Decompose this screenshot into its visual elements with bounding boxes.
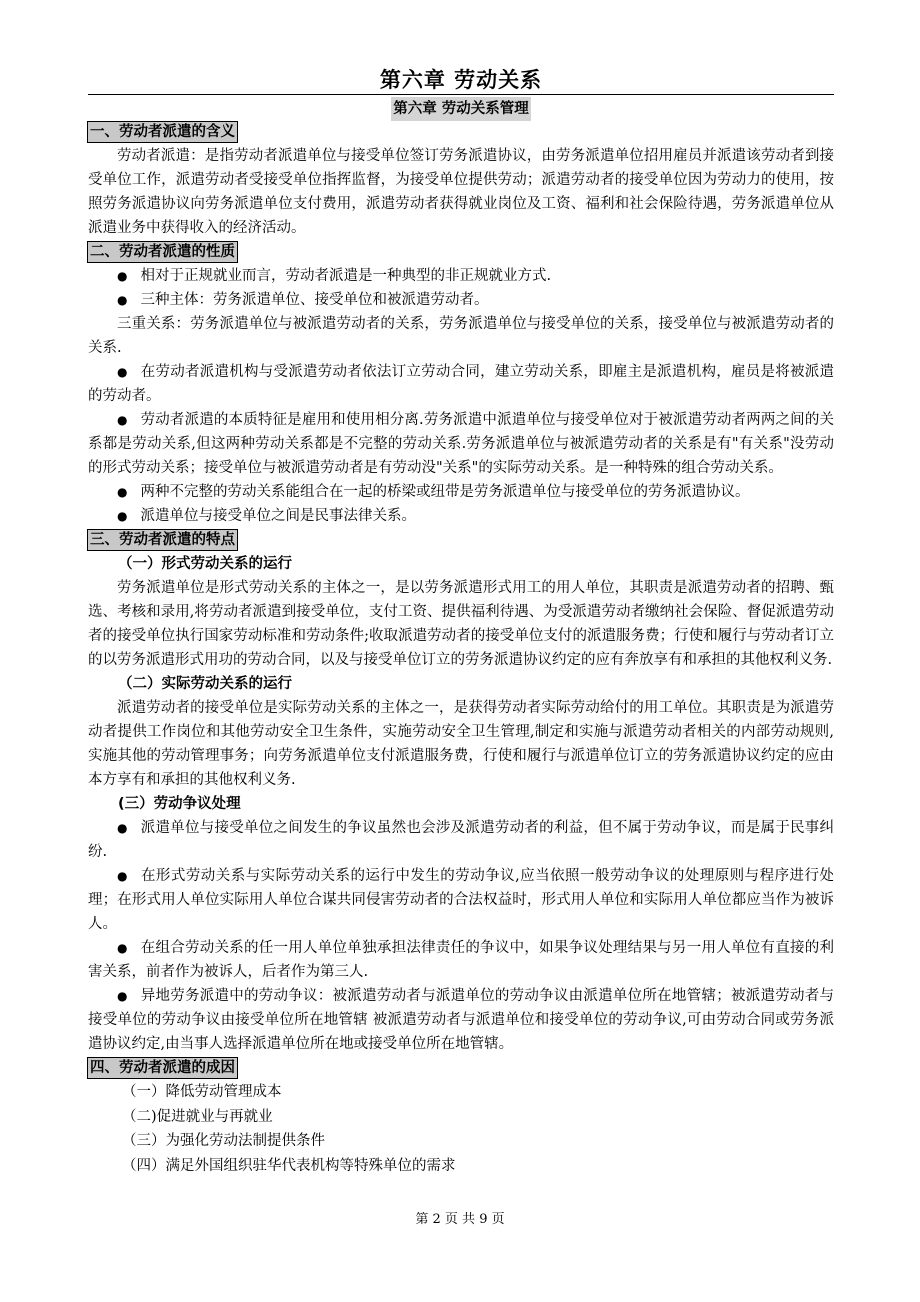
bullet-paragraph <box>88 816 834 864</box>
chapter-subtitle <box>88 96 834 120</box>
section-heading-1: 一、劳动者派遣的含义 <box>87 121 238 143</box>
chapter-title: 第六章 劳动关系 <box>379 68 543 92</box>
bullet-paragraph <box>88 288 834 312</box>
bullet-icon: ● <box>117 269 128 283</box>
bullet-icon: ● <box>117 509 128 523</box>
subheading-formal-relation: （一）形式劳动关系的运行 <box>118 556 292 572</box>
bullet-paragraph <box>88 936 834 984</box>
subheading-dispute: (三）劳动争议处理 <box>118 796 241 812</box>
section-heading-4: 四、劳动者派遣的成因 <box>87 1057 238 1079</box>
section-2-paragraph: 三重关系：劳务派遣单位与被派遣劳动者的关系，劳务派遣单位与接受单位的关系，接受单位与被派遣劳动者的关系. <box>88 316 834 356</box>
bullet-icon: ● <box>117 989 128 1003</box>
bullet-icon: ● <box>117 365 128 379</box>
bullet-icon: ● <box>117 293 128 307</box>
list-item: （四）满足外国组织驻华代表机构等特殊单位的需求 <box>122 1157 456 1174</box>
title-rule <box>88 94 834 95</box>
bullet-text: 相对于正规就业而言，劳动者派遣是一种典型的非正规就业方式. <box>140 268 552 284</box>
bullet-paragraph <box>88 864 834 936</box>
bullet-text: 异地劳务派遣中的劳动争议：被派遣劳动者与派遣单位的劳动争议由派遣单位所在地管辖；被派遣劳动者与接受单位的劳动争议由接受单位所在地管辖 被派遣劳动者与派遣单位和接受单位的劳动争议,可由劳动合同或劳务派遣协议约定,由当事人选择派遣单位所在地或接受单位所在地管辖。 <box>88 988 834 1052</box>
bullet-icon: ● <box>117 413 128 427</box>
bullet-paragraph <box>88 408 834 480</box>
section-heading-2: 二、劳动者派遣的性质 <box>87 241 238 263</box>
section-1-paragraph: 劳动者派遣：是指劳动者派遣单位与接受单位签订劳务派遣协议，由劳务派遣单位招用雇员并派遣该劳动者到接受单位工作，派遣劳动者受接受单位指挥监督，为接受单位提供劳动；派遣劳动者的接受单位因为劳动力的使用，按照劳务派遣协议向劳务派遣单位支付费用，派遣劳动者获得就业岗位及工资、福利和社会保险待遇，劳务派遣单位从派遣业务中获得收入的经济活动。 <box>88 148 834 236</box>
chapter-subtitle-text: 第六章 劳动关系管理 <box>391 97 531 121</box>
bullet-text: 三种主体：劳务派遣单位、接受单位和被派遣劳动者。 <box>140 292 489 308</box>
bullet-icon: ● <box>117 821 128 835</box>
bullet-paragraph <box>88 264 834 288</box>
bullet-paragraph <box>88 360 834 408</box>
bullet-icon: ● <box>117 941 128 955</box>
page-footer: 第 2 页 共 9 页 <box>415 1212 505 1227</box>
bullet-text: 劳动者派遣的本质特征是雇用和使用相分离.劳务派遣中派遣单位与接受单位对于被派遣劳动者两两之间的关系都是劳动关系,但这两种劳动关系都是不完整的劳动关系.劳务派遣单位与被派遣劳动者的关系是有"有关系"没劳动的形式劳动关系；接受单位与被派遣劳动者是有劳动没"关系"的实际劳动关系。是一种特殊的组合劳动关系。 <box>88 412 834 476</box>
bullet-text: 在形式劳动关系与实际劳动关系的运行中发生的劳动争议,应当依照一般劳动争议的处理原则与程序进行处理；在形式用人单位实际用人单位合谋共同侵害劳动者的合法权益时，形式用人单位和实际用人单位都应当作为被诉人。 <box>88 868 834 932</box>
list-item: （三）为强化劳动法制提供条件 <box>122 1133 325 1149</box>
bullet-paragraph <box>88 480 834 504</box>
bullet-paragraph <box>88 504 834 528</box>
formal-relation-paragraph: 劳务派遣单位是形式劳动关系的主体之一，是以劳务派遣形式用工的用人单位，其职责是派遣劳动者的招聘、甄选、考核和录用,将劳动者派遣到接受单位，支付工资、提供福利待遇、为受派遣劳动者缴纳社会保险、督促派遣劳动者的接受单位执行国家劳动标准和劳动条件;收取派遣劳动者的接受单位支付的派遣服务费；行使和履行与劳动者订立的以劳务派遣形式用功的劳动合同，以及与接受单位订立的劳务派遣协议约定的应有奔放享有和承担的其他权利义务. <box>88 580 834 668</box>
bullet-text: 派遣单位与接受单位之间发生的争议虽然也会涉及派遣劳动者的利益，但不属于劳动争议，而是属于民事纠纷. <box>88 820 834 860</box>
section-heading-3: 三、劳动者派遣的特点 <box>87 529 238 551</box>
bullet-text: 两种不完整的劳动关系能组合在一起的桥梁或纽带是劳务派遣单位与接受单位的劳务派遣协议。 <box>140 484 750 500</box>
subheading-actual-relation: （二）实际劳动关系的运行 <box>118 676 292 692</box>
document-page <box>88 66 834 1178</box>
bullet-icon: ● <box>117 869 128 883</box>
bullet-text: 在组合劳动关系的任一用人单位单独承担法律责任的争议中，如果争议处理结果与另一用人单位有直接的利害关系，前者作为被诉人，后者作为第三人. <box>88 940 834 980</box>
bullet-icon: ● <box>117 485 128 499</box>
list-item: （二)促进就业与再就业 <box>122 1108 273 1125</box>
actual-relation-paragraph: 派遣劳动者的接受单位是实际劳动关系的主体之一，是获得劳动者实际劳动给付的用工单位。其职责是为派遣劳动者提供工作岗位和其他劳动安全卫生条件，实施劳动安全卫生管理,制定和实施与派遣劳动者相关的内部劳动规则,实施其他的劳动管理事务；向劳务派遣单位支付派遣服务费，行使和履行与派遣单位订立的劳务派遣协议约定的应由本方享有和承担的其他权利义务. <box>88 700 834 788</box>
bullet-text: 派遣单位与接受单位之间是民事法律关系。 <box>140 508 416 524</box>
bullet-text: 在劳动者派遣机构与受派遣劳动者依法订立劳动合同，建立劳动关系，即雇主是派遣机构，雇员是将被派遣的劳动者。 <box>88 364 834 404</box>
bullet-paragraph <box>88 984 834 1056</box>
list-item: （一）降低劳动管理成本 <box>122 1084 282 1100</box>
